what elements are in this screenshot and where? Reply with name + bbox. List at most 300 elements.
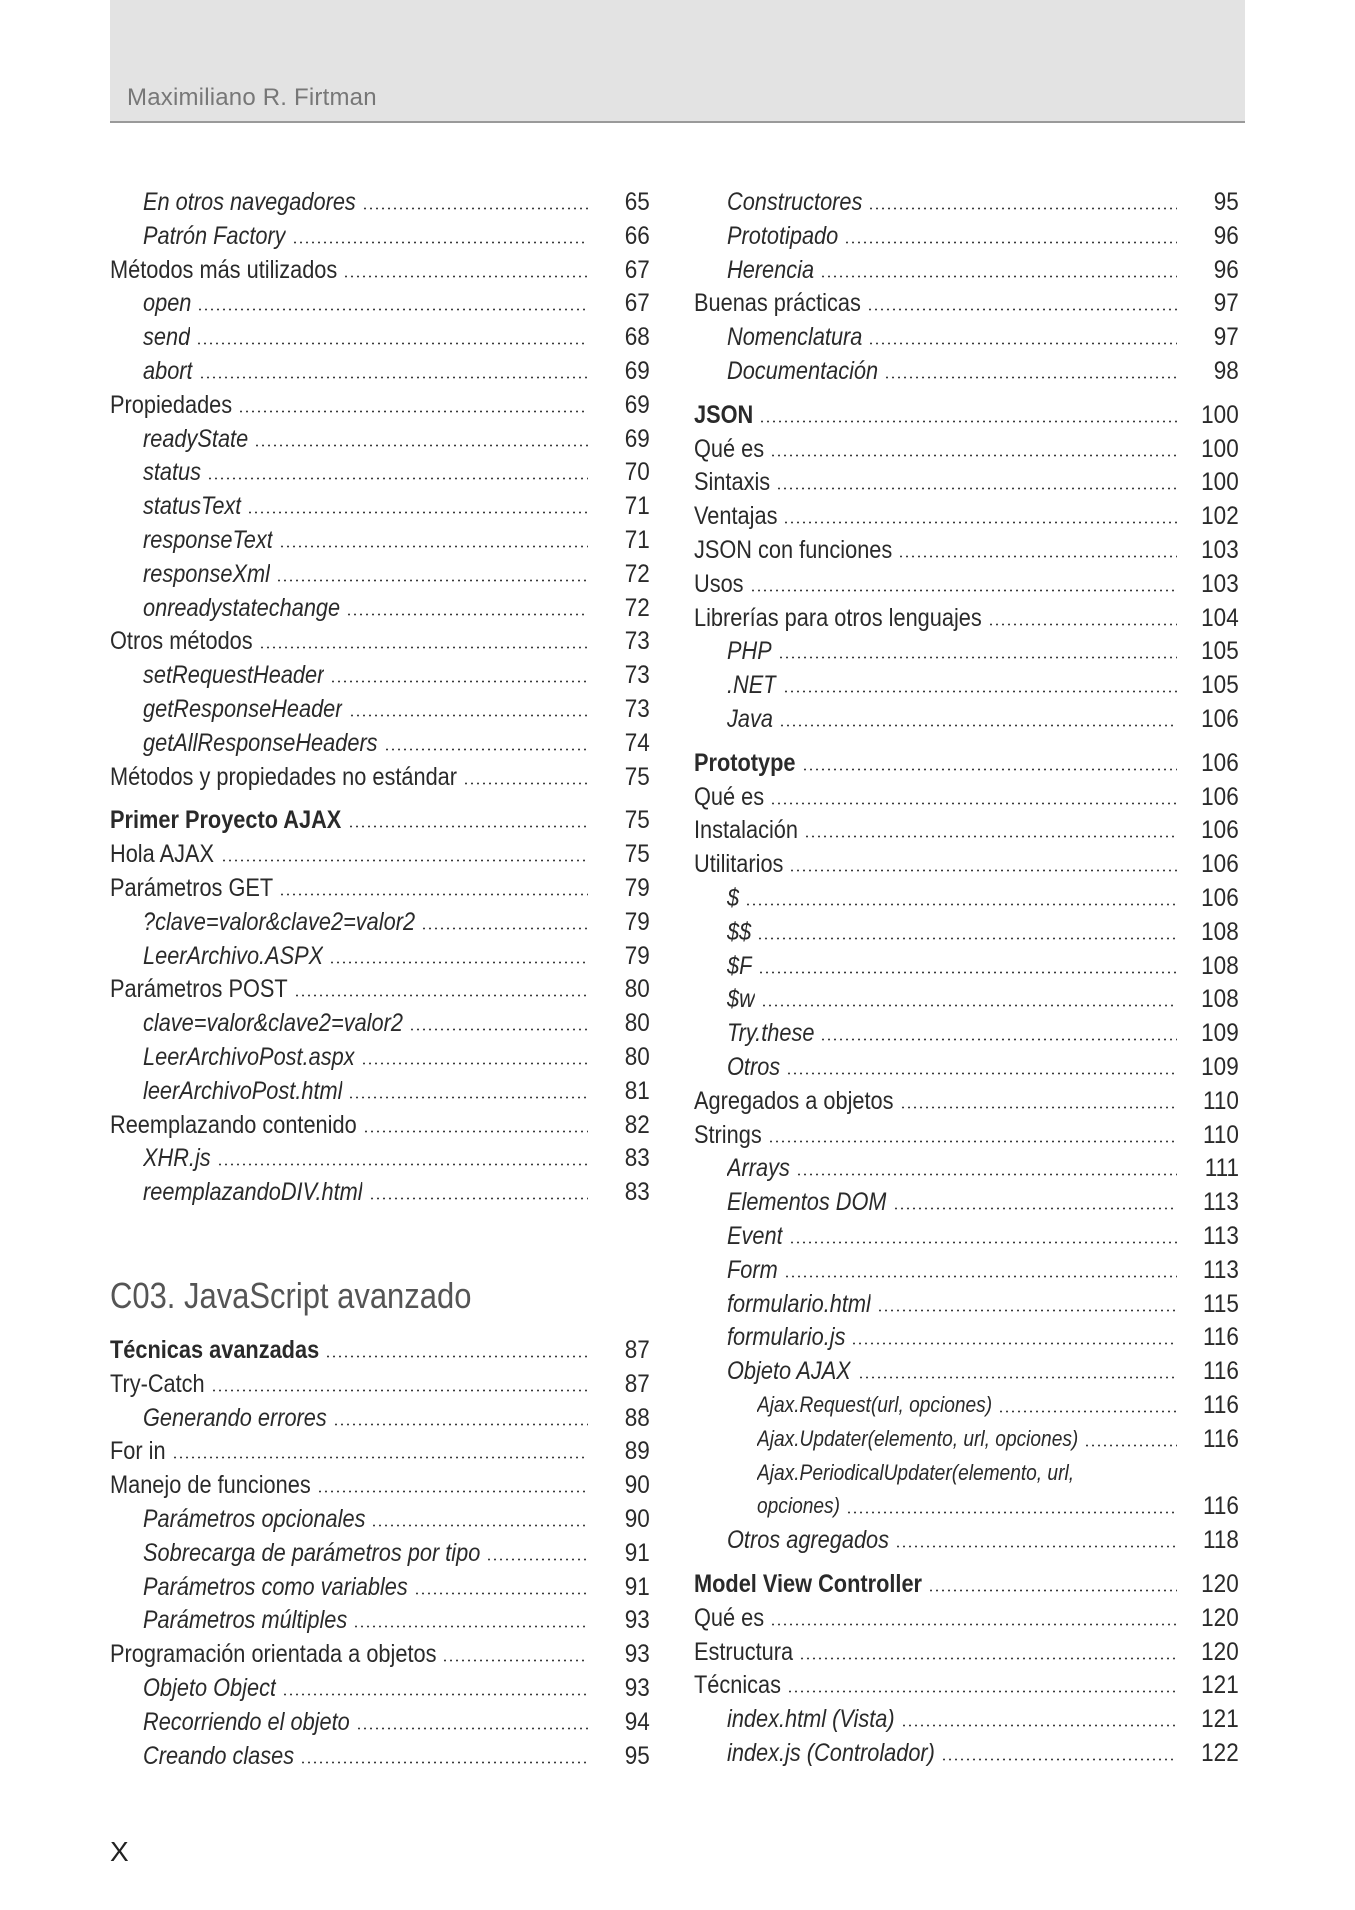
- toc-entry: [694, 1569, 1239, 1599]
- toc-leader-dots: [1084, 1444, 1177, 1447]
- toc-leader-dots: [789, 1241, 1177, 1244]
- toc-entry: [694, 1153, 1239, 1183]
- toc-entry-page: 111: [1204, 1154, 1239, 1183]
- toc-entry-title: Try-Catch: [110, 1369, 205, 1398]
- toc-leader-dots: [369, 1197, 588, 1200]
- toc-entry: [694, 1052, 1239, 1082]
- toc-entry-page: 120: [1201, 1570, 1239, 1598]
- toc-entry: [694, 400, 1239, 430]
- toc-entry-title: onreadystatechange: [143, 593, 341, 622]
- toc-entry-title: $F: [727, 951, 753, 980]
- toc-entry: [110, 1436, 650, 1466]
- toc-leader-dots: [362, 207, 588, 210]
- toc-entry-page: 73: [624, 661, 650, 690]
- toc-leader-dots: [758, 971, 1177, 974]
- toc-leader-dots: [858, 1376, 1177, 1379]
- toc-entry-page: 116: [1203, 1323, 1239, 1352]
- toc-entry-page: 106: [1201, 748, 1239, 777]
- toc-entry-page: 93: [624, 1674, 650, 1702]
- toc-entry: [110, 1042, 650, 1072]
- toc-entry-title: Ajax.Request(url, opciones): [757, 1392, 993, 1417]
- toc-leader-dots: [893, 1207, 1177, 1210]
- toc-entry: [110, 559, 650, 589]
- toc-entry: [110, 907, 650, 937]
- toc-entry-title: Elementos DOM: [727, 1188, 887, 1217]
- toc-entry-title: $: [727, 884, 740, 912]
- toc-entry-title: Arrays: [727, 1154, 790, 1183]
- toc-leader-dots: [941, 1758, 1177, 1761]
- toc-entry-title: Objeto AJAX: [727, 1357, 851, 1386]
- toc-leader-dots: [300, 1761, 588, 1764]
- toc-entry-page: 118: [1203, 1526, 1239, 1555]
- toc-entry-page: 103: [1201, 536, 1239, 564]
- toc-entry-title: Prototipado: [727, 221, 839, 250]
- toc-entry-page: 121: [1201, 1705, 1239, 1734]
- toc-leader-dots: [884, 376, 1177, 379]
- toc-entry-title: Qué es: [694, 1603, 765, 1632]
- toc-leader-dots: [247, 511, 588, 514]
- toc-entry: [694, 288, 1239, 318]
- toc-entry-page: 104: [1201, 603, 1239, 632]
- toc-entry-title: clave=valor&clave2=valor2: [143, 1009, 403, 1038]
- toc-entry-title: Nomenclatura: [727, 323, 863, 352]
- toc-entry-page: 79: [624, 941, 650, 970]
- toc-entry: [694, 1603, 1239, 1633]
- toc-leader-dots: [783, 521, 1177, 524]
- toc-entry-title: ?clave=valor&clave2=valor2: [143, 907, 416, 936]
- toc-leader-dots: [745, 903, 1177, 906]
- toc-leader-dots: [778, 656, 1177, 659]
- toc-entry-title: Java: [727, 705, 773, 733]
- toc-entry-title: Buenas prácticas: [694, 289, 861, 318]
- toc-leader-dots: [750, 589, 1177, 592]
- toc-entry-title: $w: [727, 985, 755, 1014]
- toc-entry-title: Librerías para otros lenguajes: [694, 603, 982, 632]
- toc-leader-dots: [259, 646, 588, 649]
- toc-entry-title: open: [143, 289, 192, 318]
- toc-leader-dots: [363, 1130, 588, 1133]
- toc-entry: [110, 1707, 650, 1737]
- toc-entry-page: 113: [1203, 1255, 1239, 1284]
- toc-entry: [694, 704, 1239, 734]
- toc-leader-dots: [799, 1657, 1177, 1660]
- toc-entry: [694, 255, 1239, 285]
- toc-entry-title: Manejo de funciones: [110, 1471, 311, 1500]
- toc-entry: [694, 603, 1239, 633]
- toc-entry: [110, 1673, 650, 1703]
- toc-entry-page: 75: [624, 806, 650, 835]
- toc-leader-dots: [901, 1724, 1177, 1727]
- toc-entry-page: 110: [1203, 1120, 1239, 1149]
- toc-entry-page: 97: [1213, 289, 1239, 318]
- toc-entry-title: getAllResponseHeaders: [143, 728, 378, 757]
- toc-entry: [694, 1018, 1239, 1048]
- toc-entry: [694, 917, 1239, 947]
- toc-entry: [694, 1458, 1239, 1488]
- toc-leader-dots: [317, 1490, 588, 1493]
- toc-entry-title: Parámetros como variables: [143, 1572, 408, 1601]
- toc-leader-dots: [353, 1625, 588, 1628]
- toc-leader-dots: [770, 454, 1177, 457]
- toc-entry: [110, 1369, 650, 1399]
- toc-entry-title: Estructura: [694, 1637, 794, 1666]
- toc-entry-page: 75: [624, 762, 650, 791]
- toc-entry-page: 69: [624, 390, 650, 419]
- toc-leader-dots: [294, 994, 588, 997]
- toc-entry-title: Técnicas avanzadas: [110, 1336, 320, 1364]
- toc-leader-dots: [197, 308, 588, 311]
- toc-entry-page: 87: [624, 1369, 650, 1398]
- toc-entry: [110, 1335, 650, 1365]
- toc-entry: [110, 941, 650, 971]
- running-header-author: Maximiliano R. Firtman: [127, 84, 377, 111]
- toc-entry: [110, 660, 650, 690]
- toc-entry: [110, 873, 650, 903]
- toc-entry-page: 110: [1203, 1086, 1239, 1115]
- toc-entry-title: Sintaxis: [694, 468, 771, 497]
- toc-leader-dots: [279, 893, 588, 896]
- toc-leader-dots: [292, 241, 588, 244]
- toc-entry-page: 83: [624, 1178, 650, 1207]
- toc-leader-dots: [333, 1423, 588, 1426]
- toc-entry-title: readyState: [143, 424, 249, 453]
- toc-entry-title: En otros navegadores: [143, 188, 356, 216]
- toc-entry: [694, 467, 1239, 497]
- toc-entry: [694, 187, 1239, 217]
- toc-entry-page: 106: [1201, 782, 1239, 811]
- toc-entry-title: Usos: [694, 569, 744, 598]
- toc-entry: [110, 1605, 650, 1635]
- toc-entry: [110, 525, 650, 555]
- toc-entry-title: Generando errores: [143, 1403, 327, 1432]
- toc-leader-dots: [820, 275, 1177, 278]
- toc-entry: [110, 288, 650, 318]
- toc-entry: [110, 839, 650, 869]
- toc-leader-dots: [356, 1727, 588, 1730]
- toc-entry-title: Parámetros opcionales: [143, 1505, 366, 1533]
- toc-entry-page: 89: [624, 1437, 650, 1466]
- toc-entry: [694, 984, 1239, 1014]
- toc-entry: [694, 1086, 1239, 1116]
- toc-entry-title: Ajax.PeriodicalUpdater(elemento, url,: [757, 1459, 1075, 1485]
- toc-entry: [694, 670, 1239, 700]
- toc-entry-title: Programación orientada a objetos: [110, 1640, 437, 1669]
- toc-entry-page: 65: [624, 188, 650, 216]
- toc-entry-page: 91: [624, 1572, 650, 1601]
- toc-entry-page: 74: [624, 728, 650, 757]
- toc-entry: [110, 457, 650, 487]
- toc-entry-page: 96: [1213, 255, 1239, 284]
- toc-leader-dots: [787, 1690, 1177, 1693]
- toc-entry-title: Prototype: [694, 748, 796, 777]
- toc-leader-dots: [486, 1558, 588, 1561]
- toc-entry: [694, 356, 1239, 386]
- toc-entry-page: 105: [1201, 637, 1239, 666]
- toc-entry-title: getResponseHeader: [143, 695, 343, 723]
- toc-entry: [110, 221, 650, 251]
- toc-leader-dots: [784, 1275, 1177, 1278]
- toc-entry-page: 98: [1213, 357, 1239, 385]
- toc-entry: [110, 1076, 650, 1106]
- toc-entry-page: 66: [624, 221, 650, 250]
- toc-entry-title: Parámetros POST: [110, 975, 288, 1004]
- toc-entry-title: Objeto Object: [143, 1674, 276, 1702]
- toc-entry-page: 103: [1201, 569, 1239, 598]
- toc-entry-page: 108: [1201, 951, 1239, 980]
- toc-entry-page: 113: [1203, 1188, 1239, 1217]
- header-rule: [110, 121, 1245, 123]
- toc-entry-page: 80: [624, 1009, 650, 1038]
- toc-leader-dots: [348, 1096, 588, 1099]
- toc-entry: [110, 390, 650, 420]
- toc-entry-page: 73: [624, 695, 650, 723]
- toc-entry-page: 95: [624, 1741, 650, 1770]
- toc-entry-title: responseXml: [143, 559, 270, 588]
- toc-entry-page: 106: [1201, 816, 1239, 845]
- toc-leader-dots: [776, 487, 1177, 490]
- toc-leader-dots: [330, 680, 588, 683]
- toc-entry: [110, 1741, 650, 1771]
- toc-entry: [110, 626, 650, 656]
- toc-entry: [694, 1221, 1239, 1251]
- toc-entry: [694, 1120, 1239, 1150]
- toc-leader-dots: [998, 1410, 1177, 1413]
- toc-leader-dots: [770, 802, 1177, 805]
- toc-leader-dots: [463, 782, 588, 785]
- toc-entry-title: Parámetros GET: [110, 874, 274, 902]
- toc-entry-title: Hola AJAX: [110, 840, 214, 869]
- toc-leader-dots: [346, 613, 588, 616]
- toc-entry-page: 113: [1203, 1222, 1239, 1250]
- toc-entry-title: reemplazandoDIV.html: [143, 1178, 363, 1207]
- toc-entry-title: Try.these: [727, 1019, 815, 1048]
- toc-entry-title: Patrón Factory: [143, 221, 286, 250]
- toc-entry-page: 115: [1203, 1289, 1239, 1318]
- toc-entry: [110, 322, 650, 352]
- toc-entry-page: 72: [624, 593, 650, 622]
- toc-entry-title: formulario.html: [727, 1289, 871, 1318]
- toc-entry: [694, 434, 1239, 464]
- toc-entry-title: Strings: [694, 1120, 762, 1149]
- toc-leader-dots: [414, 1592, 588, 1595]
- toc-entry-page: 67: [624, 255, 650, 284]
- toc-entry: [110, 762, 650, 792]
- toc-leader-dots: [282, 1693, 588, 1696]
- toc-entry-title: index.html (Vista): [727, 1705, 895, 1734]
- toc-leader-dots: [348, 825, 588, 828]
- toc-entry-title: send: [143, 323, 191, 352]
- toc-entry-page: 120: [1201, 1603, 1239, 1632]
- toc-entry-page: 72: [624, 559, 650, 588]
- toc-leader-dots: [361, 1062, 588, 1065]
- toc-entry: [110, 805, 650, 835]
- toc-leader-dots: [988, 623, 1177, 626]
- toc-leader-dots: [761, 1004, 1177, 1007]
- toc-entry-page: 116: [1203, 1391, 1239, 1419]
- toc-entry-title: Herencia: [727, 255, 815, 284]
- toc-entry: [110, 1177, 650, 1207]
- toc-entry: [694, 1289, 1239, 1319]
- toc-entry-title: Recorriendo el objeto: [143, 1707, 350, 1736]
- toc-entry-page: 95: [1213, 188, 1239, 216]
- toc-entry-title: .NET: [727, 671, 777, 700]
- toc-entry-title: Métodos más utilizados: [110, 255, 338, 284]
- toc-entry-title: statusText: [143, 492, 242, 521]
- toc-entry-page: 108: [1201, 985, 1239, 1014]
- toc-entry-title: Otros agregados: [727, 1526, 890, 1555]
- toc-entry: [694, 1424, 1239, 1454]
- toc-leader-dots: [757, 937, 1177, 940]
- toc-entry-title: Constructores: [727, 188, 863, 216]
- toc-entry-page: 116: [1203, 1492, 1239, 1521]
- toc-entry: [694, 535, 1239, 565]
- toc-entry: [110, 1008, 650, 1038]
- toc-entry-title: Model View Controller: [694, 1570, 923, 1598]
- toc-entry: [694, 1670, 1239, 1700]
- toc-leader-dots: [221, 859, 588, 862]
- toc-leader-dots: [172, 1456, 588, 1459]
- toc-leader-dots: [770, 1623, 1177, 1626]
- toc-entry-title: Form: [727, 1255, 778, 1284]
- toc-entry-page: 116: [1203, 1424, 1239, 1453]
- chapter-title: C03. JavaScript avanzado: [110, 1275, 472, 1316]
- toc-entry: [110, 1572, 650, 1602]
- page-number: X: [110, 1836, 129, 1867]
- toc-entry: [694, 951, 1239, 981]
- toc-entry: [694, 1491, 1239, 1521]
- toc-entry: [694, 1637, 1239, 1667]
- toc-entry-page: 79: [624, 874, 650, 902]
- toc-entry-page: 80: [624, 1043, 650, 1071]
- toc-entry-title: Propiedades: [110, 390, 233, 419]
- toc-leader-dots: [789, 869, 1177, 872]
- toc-entry: [110, 187, 650, 217]
- toc-entry: [694, 322, 1239, 352]
- toc-leader-dots: [895, 1545, 1177, 1548]
- toc-entry: [110, 694, 650, 724]
- toc-entry-page: 82: [624, 1110, 650, 1139]
- toc-entry-page: 105: [1201, 671, 1239, 700]
- toc-entry-page: 122: [1201, 1739, 1239, 1767]
- toc-entry: [694, 569, 1239, 599]
- toc-leader-dots: [900, 1106, 1177, 1109]
- toc-entry-title: Documentación: [727, 357, 879, 385]
- toc-entry: [110, 1110, 650, 1140]
- toc-leader-dots: [325, 1355, 588, 1358]
- toc-entry: [110, 424, 650, 454]
- toc-entry: [694, 636, 1239, 666]
- toc-entry: [694, 849, 1239, 879]
- toc-entry: [694, 1704, 1239, 1734]
- toc-leader-dots: [898, 555, 1177, 558]
- toc-entry-title: Sobrecarga de parámetros por tipo: [143, 1538, 481, 1567]
- toc-entry-page: 106: [1201, 705, 1239, 733]
- toc-entry-page: 80: [624, 975, 650, 1004]
- toc-entry-page: 106: [1201, 850, 1239, 879]
- toc-leader-dots: [279, 545, 588, 548]
- toc-leader-dots: [796, 1173, 1177, 1176]
- toc-entry: [110, 593, 650, 623]
- toc-leader-dots: [802, 768, 1177, 771]
- toc-leader-dots: [199, 376, 588, 379]
- toc-entry: [110, 1639, 650, 1669]
- toc-entry-page: 94: [624, 1707, 650, 1736]
- toc-entry: [694, 1356, 1239, 1386]
- toc-entry-page: 88: [624, 1403, 650, 1432]
- toc-leader-dots: [867, 308, 1177, 311]
- toc-entry-page: 109: [1201, 1053, 1239, 1081]
- toc-entry-title: responseText: [143, 526, 273, 554]
- toc-leader-dots: [846, 1511, 1177, 1514]
- toc-entry-page: 100: [1201, 400, 1239, 429]
- toc-entry-page: 79: [624, 907, 650, 936]
- toc-leader-dots: [329, 961, 588, 964]
- toc-entry-title: Ventajas: [694, 502, 778, 531]
- toc-entry-page: 93: [624, 1640, 650, 1669]
- toc-entry-title: Agregados a objetos: [694, 1086, 894, 1115]
- toc-entry-page: 71: [624, 526, 650, 554]
- toc-entry-page: 97: [1213, 323, 1239, 352]
- toc-entry: [110, 728, 650, 758]
- toc-entry-title: Métodos y propiedades no estándar: [110, 762, 458, 791]
- toc-leader-dots: [409, 1028, 588, 1031]
- toc-entry: [694, 1390, 1239, 1420]
- toc-leader-dots: [804, 835, 1177, 838]
- toc-leader-dots: [207, 477, 588, 480]
- toc-entry: [694, 1322, 1239, 1352]
- toc-entry-title: Ajax.Updater(elemento, url, opciones): [757, 1425, 1079, 1451]
- toc-leader-dots: [371, 1524, 588, 1527]
- toc-leader-dots: [238, 410, 588, 413]
- toc-leader-dots: [786, 1072, 1177, 1075]
- toc-entry-title: PHP: [727, 637, 772, 666]
- toc-leader-dots: [759, 420, 1177, 423]
- toc-entry-page: 90: [624, 1471, 650, 1500]
- toc-leader-dots: [217, 1163, 588, 1166]
- toc-entry: [110, 1470, 650, 1500]
- toc-entry: [110, 356, 650, 386]
- toc-entry-title: LeerArchivoPost.aspx: [143, 1043, 355, 1071]
- toc-leader-dots: [868, 342, 1177, 345]
- toc-entry-page: 106: [1201, 884, 1239, 912]
- toc-entry-page: 102: [1201, 502, 1239, 531]
- toc-entry-title: index.js (Controlador): [727, 1739, 935, 1767]
- toc-leader-dots: [276, 579, 588, 582]
- toc-entry: [110, 1504, 650, 1534]
- toc-entry-page: 108: [1201, 917, 1239, 946]
- toc-entry-page: 75: [624, 840, 650, 869]
- toc-entry-title: opciones): [757, 1493, 840, 1519]
- toc-entry-page: 96: [1213, 221, 1239, 250]
- toc-leader-dots: [384, 748, 588, 751]
- toc-entry: [694, 1255, 1239, 1285]
- toc-leader-dots: [877, 1309, 1177, 1312]
- toc-entry: [694, 221, 1239, 251]
- toc-leader-dots: [779, 724, 1177, 727]
- toc-entry-page: 93: [624, 1606, 650, 1635]
- toc-leader-dots: [442, 1659, 588, 1662]
- toc-entry: [110, 491, 650, 521]
- toc-entry-page: 116: [1203, 1357, 1239, 1386]
- toc-entry-page: 120: [1201, 1637, 1239, 1666]
- toc-entry-title: leerArchivoPost.html: [143, 1076, 343, 1105]
- toc-entry-title: JSON con funciones: [694, 536, 893, 564]
- toc-entry: [694, 782, 1239, 812]
- toc-entry-title: XHR.js: [143, 1144, 211, 1173]
- toc-entry: [110, 1538, 650, 1568]
- toc-leader-dots: [343, 275, 588, 278]
- toc-entry-page: 100: [1201, 434, 1239, 463]
